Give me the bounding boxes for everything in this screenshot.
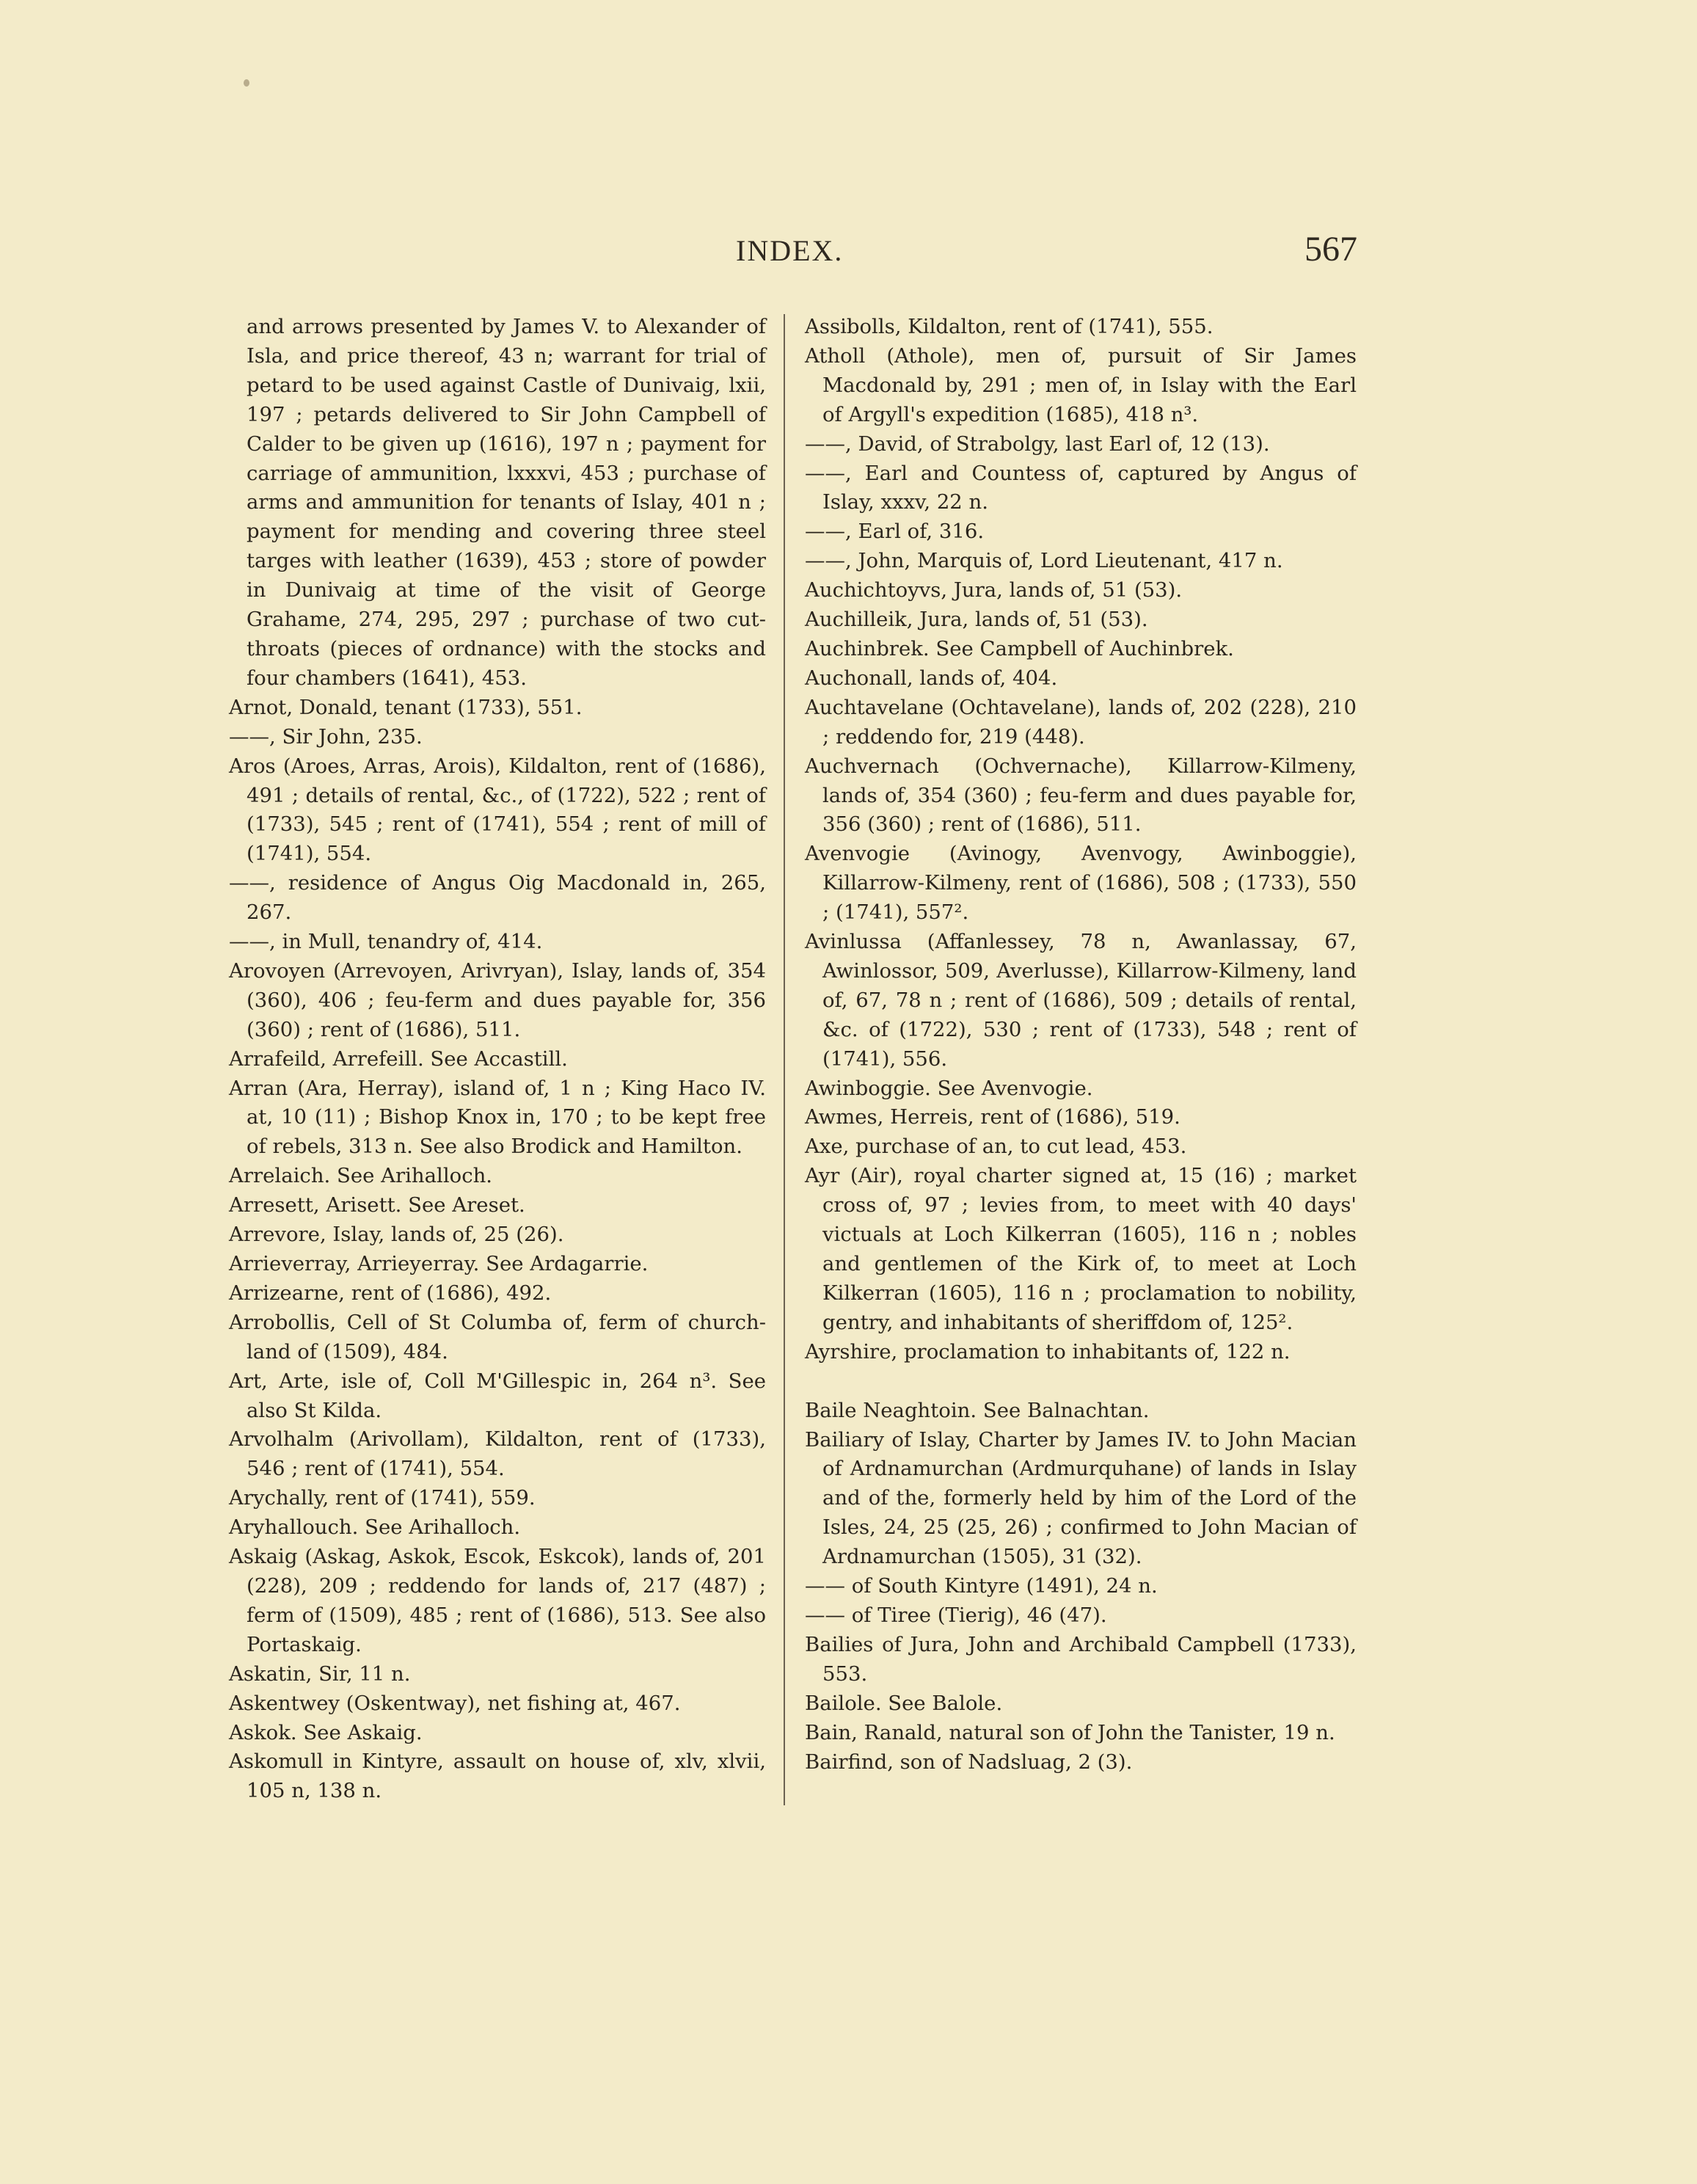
index-entry: Axe, purchase of an, to cut lead, 453. xyxy=(805,1135,1187,1159)
index-entry: Auchichtoyvs, Jura, lands of, 51 (53). xyxy=(805,578,1183,603)
index-entry: Bain, Ranald, natural son of John the Tanister, 19 n. xyxy=(805,1720,1335,1744)
index-entry: Baile Neaghtoin. See Balnachtan. xyxy=(805,1398,1150,1422)
index-column-right xyxy=(805,313,1357,1777)
index-entry: Auchtavelane (Ochtavelane), lands of, 202 (228), 210 ; reddendo for, 219 (448). xyxy=(805,695,1357,749)
index-entry: Askatin, Sir, 11 n. xyxy=(229,1661,411,1686)
index-entry: ——, Sir John, 235. xyxy=(229,724,423,749)
index-entry: Auchvernach (Ochvernache), Killarrow-Kilmeny, lands of, 354 (360) ; feu-ferm and dues payable for, 356 (360) ; rent of (1686), 511. xyxy=(805,754,1357,837)
index-entry: ——, John, Marquis of, Lord Lieutenant, 417 n. xyxy=(805,549,1283,573)
page-number: 567 xyxy=(1304,230,1357,269)
index-entry: Aros (Aroes, Arras, Arois), Kildalton, rent of (1686), 491 ; details of rental, &c., of (1722), 522 ; rent of (1733), 545 ; rent of (1741), 554 ; rent of mill of (1741), 554. xyxy=(229,754,766,866)
index-entry: Ayr (Air), royal charter signed at, 15 (16) ; market cross of, 97 ; levies from, to meet with 40 days' victuals at Loch Kilkerran (1605), 116 n ; nobles and gentlemen of the Kirk of, to meet at Loch Kilkerran (1605), 116 n ; proclamation to nobility, gentry, and inhabitants of sheriffdom of, 125². xyxy=(805,1164,1357,1334)
index-entry: Askaig (Askag, Askok, Escok, Eskcok), lands of, 201 (228), 209 ; reddendo for lands of, 217 (487) ; ferm of (1509), 485 ; rent of (1686), 513. See also Portaskaig. xyxy=(229,1545,766,1656)
index-entry: Bailies of Jura, John and Archibald Campbell (1733), 553. xyxy=(805,1632,1357,1686)
index-entry: Arnot, Donald, tenant (1733), 551. xyxy=(229,695,583,719)
index-entry: Bailiary of Islay, Charter by James IV. to John Macian of Ardnamurchan (Ardmurquhane) of lands in Islay and of the, formerly held by him of the Lord of the Isles, 24, 25 (25, 26) ; confirmed to John Macian of Ardnamurchan (1505), 31 (32). xyxy=(805,1427,1357,1569)
section-gap xyxy=(805,1367,1357,1397)
index-entry: Arrieverray, Arrieyerray. See Ardagarrie. xyxy=(229,1252,649,1275)
index-entry: Ayrshire, proclamation to inhabitants of, 122 n. xyxy=(805,1339,1291,1364)
index-entry: Askentwey (Oskentway), net fishing at, 467. xyxy=(229,1691,681,1715)
paper-blemish xyxy=(244,79,249,87)
index-entry: Arrizearne, rent of (1686), 492. xyxy=(229,1281,552,1305)
index-entry: Arresett, Arisett. See Areset. xyxy=(229,1193,525,1217)
index-entry: Avenvogie (Avinogy, Avenvogy, Awinboggie), Killarrow-Kilmeny, rent of (1686), 508 ; (1733), 550 ; (1741), 557². xyxy=(805,842,1357,925)
index-entry: Arychally, rent of (1741), 559. xyxy=(229,1486,536,1510)
index-entry: Askok. See Askaig. xyxy=(229,1720,423,1744)
index-entry: Arran (Ara, Herray), island of, 1 n ; King Haco IV. at, 10 (11) ; Bishop Knox in, 170 ; to be kept free of rebels, 313 n. See also Brodick and Hamilton. xyxy=(229,1076,766,1159)
index-entry: ——, David, of Strabolgy, last Earl of, 12 (13). xyxy=(805,432,1270,456)
index-entry: Arvolhalm (Arivollam), Kildalton, rent of (1733), 546 ; rent of (1741), 554. xyxy=(229,1427,766,1481)
index-entry: Auchonall, lands of, 404. xyxy=(805,666,1058,690)
index-entry: and arrows presented by James V. to Alexander of Isla, and price thereof, 43 n; warrant for trial of petard to be used against Castle of Dunivaig, lxii, 197 ; petards delivered to Sir John Campbell of Calder to be given up (1616), 197 n ; payment for carriage of ammunition, lxxxvi, 453 ; purchase of arms and ammunition for tenants of Islay, 401 n ; payment for mending and covering three steel targes with leather (1639), 453 ; store of powder in Dunivaig at time of the visit of George Grahame, 274, 295, 297 ; purchase of two cut-throats (pieces of ordnance) with the stocks and four chambers (1641), 453. xyxy=(247,315,766,690)
index-entry: —— of South Kintyre (1491), 24 n. xyxy=(805,1574,1158,1598)
index-entry: Auchilleik, Jura, lands of, 51 (53). xyxy=(805,608,1148,632)
index-entry: Arrafeild, Arrefeill. See Accastill. xyxy=(229,1046,568,1071)
index-entry: Bairfind, son of Nadsluag, 2 (3). xyxy=(805,1750,1133,1774)
index-entry: Atholl (Athole), men of, pursuit of Sir James Macdonald by, 291 ; men of, in Islay with the Earl of Argyll's expedition (1685), 418 n³. xyxy=(805,343,1357,426)
index-entry: ——, Earl and Countess of, captured by Angus of Islay, xxxv, 22 n. xyxy=(805,461,1357,514)
running-head xyxy=(0,230,1697,277)
index-entry: ——, residence of Angus Oig Macdonald in, 265, 267. xyxy=(229,871,766,925)
index-entry: Art, Arte, isle of, Coll M'Gillespic in, 264 n³. See also St Kilda. xyxy=(229,1369,766,1422)
index-entry: Askomull in Kintyre, assault on house of, xlv, xlvii, 105 n, 138 n. xyxy=(229,1750,766,1803)
index-entry: Bailole. See Balole. xyxy=(805,1691,1003,1715)
index-entry: Avinlussa (Affanlessey, 78 n, Awanlassay, 67, Awinlossor, 509, Averlusse), Killarrow-Kilmeny, land of, 67, 78 n ; rent of (1686), 509 ; details of rental, &c. of (1722), 530 ; rent of (1733), 548 ; rent of (1741), 556. xyxy=(805,930,1357,1071)
index-entry: Arrobollis, Cell of St Columba of, ferm of church-land of (1509), 484. xyxy=(229,1310,766,1364)
index-entry: ——, Earl of, 316. xyxy=(805,520,985,544)
column-rule xyxy=(784,314,785,1805)
index-entry: Aryhallouch. See Arihalloch. xyxy=(229,1515,521,1540)
index-entry: —— of Tiree (Tierig), 46 (47). xyxy=(805,1603,1107,1627)
index-entry: Auchinbrek. See Campbell of Auchinbrek. xyxy=(805,636,1234,660)
page-title: INDEX. xyxy=(736,234,844,267)
index-entry: Awmes, Herreis, rent of (1686), 519. xyxy=(805,1105,1180,1129)
index-entry: ——, in Mull, tenandry of, 414. xyxy=(229,930,543,954)
index-column-left xyxy=(229,313,766,1806)
index-entry: Arrevore, Islay, lands of, 25 (26). xyxy=(229,1223,564,1247)
index-entry: Arrelaich. See Arihalloch. xyxy=(229,1164,493,1188)
index-entry: Awinboggie. See Avenvogie. xyxy=(805,1076,1093,1100)
index-entry: Assibolls, Kildalton, rent of (1741), 555. xyxy=(805,315,1214,338)
index-entry: Arovoyen (Arrevoyen, Arivryan), Islay, lands of, 354 (360), 406 ; feu-ferm and dues payable for, 356 (360) ; rent of (1686), 511. xyxy=(229,958,766,1041)
